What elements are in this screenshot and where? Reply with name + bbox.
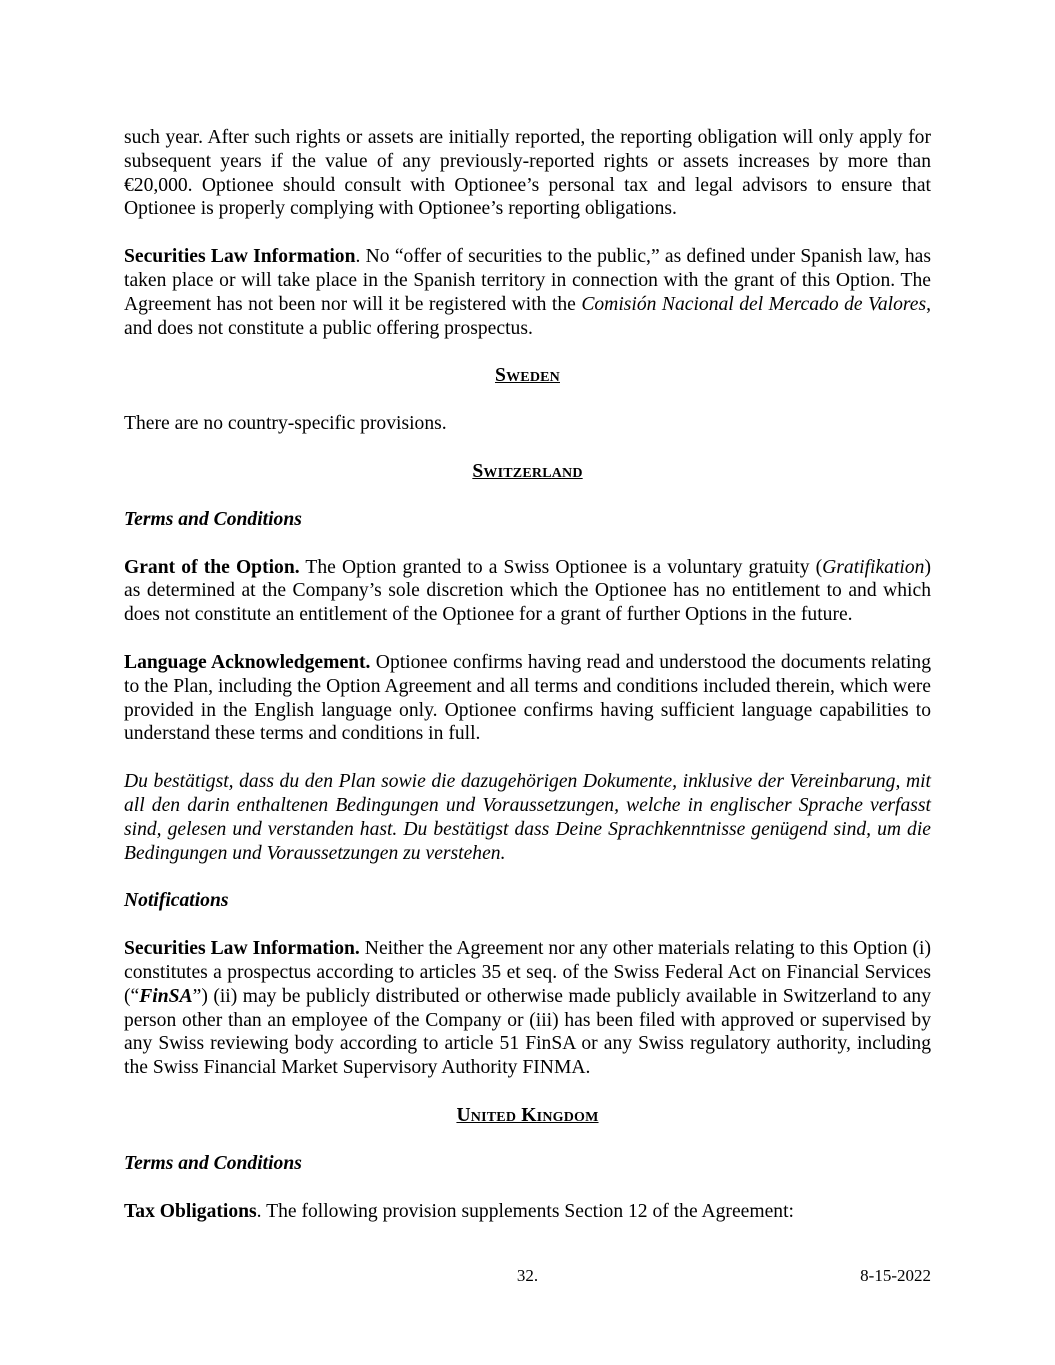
gratifikation-term: Gratifikation <box>822 556 925 578</box>
swiss-securities-title: Securities Law Information. <box>124 938 360 960</box>
grant-title: Grant of the Option. <box>124 556 300 578</box>
switzerland-securities-paragraph <box>124 937 931 1080</box>
finsa-term: FinSA <box>139 985 193 1007</box>
tax-title: Tax Obligations <box>124 1200 257 1222</box>
spain-securities-paragraph <box>124 245 931 340</box>
uk-terms-heading: Terms and Conditions <box>124 1152 302 1174</box>
uk-tax-paragraph <box>124 1200 931 1224</box>
language-title: Language Acknowledgement. <box>124 651 371 673</box>
footer-date: 8-15-2022 <box>860 1266 931 1285</box>
grant-text-2: ) as determined at the Company’s sole discretion which the Optionee has no entitlement to and which does not constitute an entitlement of the Optionee for a grant of further Options in the future. <box>124 556 931 626</box>
language-text: Optionee confirms having read and understood the documents relating to the Plan, including the Option Agreement and all terms and conditions included therein, which were provided in the English language only. Optionee confirms having sufficient language capabilities to understand these terms and conditions in full. <box>124 651 931 745</box>
uk-heading: United Kingdom <box>456 1104 599 1126</box>
spain-reporting-paragraph: such year. After such rights or assets are initially reported, the reporting obligation will only apply for subsequent years if the value of any previously-reported rights or assets increases by more than €20,000. Optionee should consult with Optionee’s personal tax and legal advisors to ensure that Optionee is properly complying with Optionee’s reporting obligations. <box>124 127 931 220</box>
switzerland-german-paragraph: Du bestätigst, dass du den Plan sowie die dazugehörigen Dokumente, inklusive der Vereinbarung, mit all den darin enthaltenen Bedingungen und Voraussetzungen, welche in englischer Sprache verfasst sind, gelesen und verstanden hast. Du bestätigst dass Deine Sprachkenntnisse genügend sind, um die Bedingungen und Voraussetzungen zu verstehen. <box>124 771 931 864</box>
sweden-paragraph: There are no country-specific provisions. <box>124 413 447 435</box>
cnmv-name: Comisión Nacional del Mercado de Valores <box>581 293 927 315</box>
tax-text: . The following provision supplements Section 12 of the Agreement: <box>256 1200 794 1222</box>
switzerland-grant-paragraph <box>124 556 931 627</box>
swiss-securities-text-2: ”) (ii) may be publicly distributed or otherwise made publicly available in Switzerland to any person other than an employee of the Company or (iii) has been filed with approved or supervised by any Swiss reviewing body according to article 51 FinSA or any Swiss regulatory authority, including the Swiss Financial Market Supervisory Authority FINMA. <box>124 985 931 1079</box>
spain-securities-title: Securities Law Information <box>124 246 356 268</box>
spain-securities-text-2: , and does not constitute a public offering prospectus. <box>124 293 931 339</box>
sweden-heading: Sweden <box>495 365 560 387</box>
switzerland-notifications-heading: Notifications <box>124 890 229 912</box>
grant-text-1: The Option granted to a Swiss Optionee is a voluntary gratuity ( <box>299 556 823 578</box>
swiss-securities-text-1: Neither the Agreement nor any other materials relating to this Option (i) constitutes a prospectus according to articles 35 et seq. of the Swiss Federal Act on Financial Services (“ <box>124 938 931 1007</box>
switzerland-terms-heading: Terms and Conditions <box>124 508 302 530</box>
page-number: 32. <box>516 1266 539 1285</box>
switzerland-language-paragraph <box>124 651 931 746</box>
spain-securities-text-1: . No “offer of securities to the public,” as defined under Spanish law, has taken place or will take place in the Spanish territory in connection with the grant of this Option. The Agreement has not been nor will it be registered with the <box>124 246 931 315</box>
switzerland-heading: Switzerland <box>472 460 583 482</box>
document-page <box>124 126 931 1223</box>
